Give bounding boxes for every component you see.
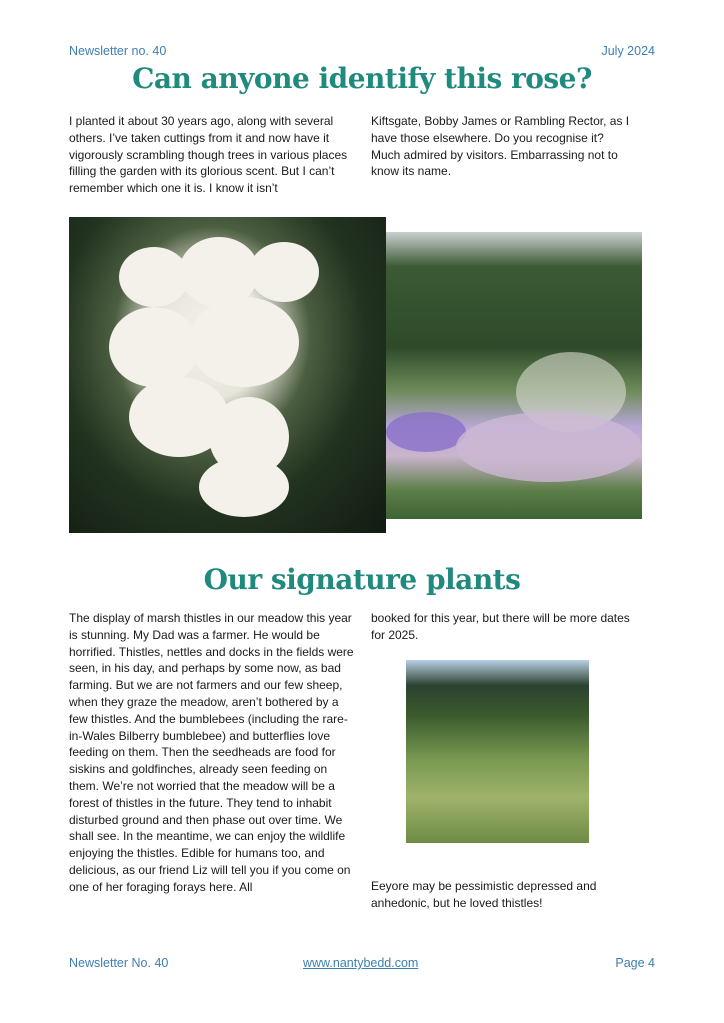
thistle-meadow-photo: [406, 660, 589, 843]
signature-plants-text-col1: The display of marsh thistles in our meadow this year is stunning. My Dad was a farmer. He would be horrified. Thistles, nettles and docks in the fields were seen, in his day, and perhaps by some now, as bad farming. But we are not farmers and our few sheep, when they graze the meadow, aren’t bothered by a few thistles. And the bumblebees (including the rare-in-Wales Bilberry bumblebee) and butterflies love feeding on them. Then the seedheads are food for siskins and goldfinches, already seen feeding on them. We’re not worried that the meadow will be a forest of thistles in the future. They tend to inhabit disturbed ground and then phase out over time. We shall see. In the meantime, we can enjoy the wildlife enjoying the thistles. Edible for humans too, and delicious, as our friend Liz will tell you if you come on one of her foraging forays here. All: [69, 611, 354, 894]
issue-date: July 2024: [601, 44, 655, 58]
rose-article-text-col2: Kiftsgate, Bobby James or Rambling Rector, as I have those elsewhere. Do you recognise it? Much admired by visitors. Embarrassing not to know its name.: [371, 114, 630, 179]
footer-newsletter-number: Newsletter No. 40: [69, 956, 169, 970]
rose-article-title: Can anyone identify this rose?: [132, 62, 592, 95]
website-link[interactable]: www.nantybedd.com: [303, 956, 419, 970]
page-number: Page 4: [615, 956, 655, 970]
rose-photo: [69, 217, 386, 533]
signature-plants-text-col2: booked for this year, but there will be more dates for 2025.: [371, 611, 630, 642]
signature-plants-title: Our signature plants: [203, 563, 521, 596]
eeyore-caption: Eeyore may be pessimistic depressed and anhedonic, but he loved thistles!: [371, 879, 597, 910]
garden-photo: [386, 232, 642, 519]
rose-article-text-col1: I planted it about 30 years ago, along with several others. I’ve taken cuttings from it and now have it vigorously scrambling though trees in various places filling the garden with its glorious scent. But I can’t remember which one it is. I know it isn’t: [69, 114, 348, 196]
newsletter-number: Newsletter no. 40: [69, 44, 167, 58]
